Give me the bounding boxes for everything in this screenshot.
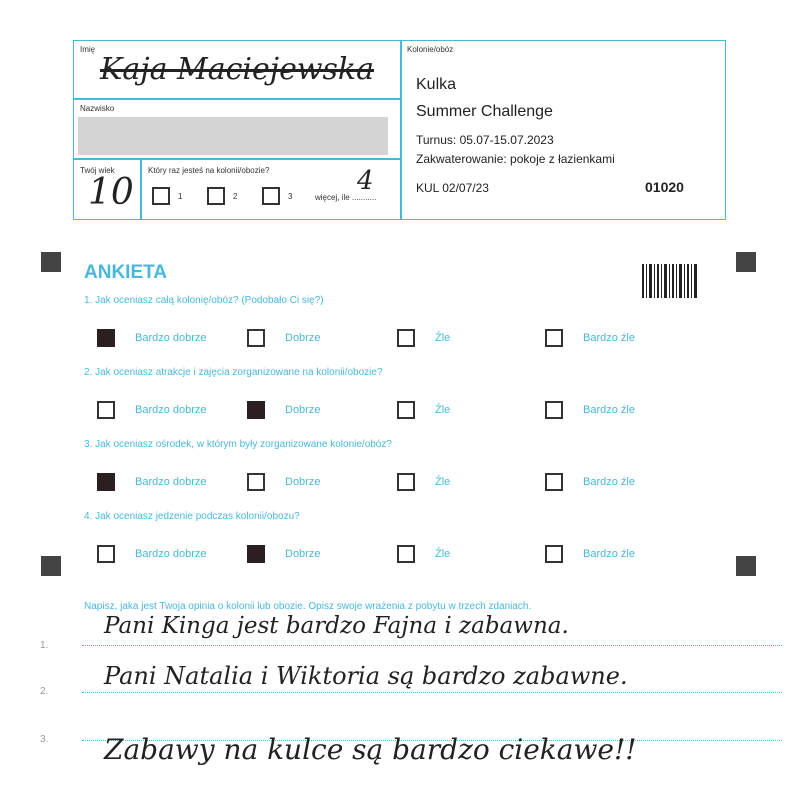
question-3-option-2-label: Dobrze <box>285 476 321 488</box>
form-divider-name <box>73 98 401 100</box>
question-1-option-2-label: Dobrze <box>285 332 321 344</box>
times-more-value[interactable]: 4 <box>357 166 374 196</box>
surname-redaction <box>78 117 388 155</box>
question-3-checkbox-4[interactable] <box>545 473 563 491</box>
alignment-marker-top-left <box>41 252 61 272</box>
question-4-option-4-label: Bardzo źle <box>583 548 635 560</box>
alignment-marker-bottom-right <box>736 556 756 576</box>
times-more-label: więcej, ile ........... <box>315 193 377 202</box>
question-1-checkbox-1[interactable] <box>97 329 115 347</box>
question-2-checkbox-2[interactable] <box>247 401 265 419</box>
question-2-checkbox-3[interactable] <box>397 401 415 419</box>
alignment-marker-top-right <box>736 252 756 272</box>
camp-label: Kolonie/obóz <box>407 45 454 54</box>
times-option-2: 2 <box>233 192 238 201</box>
question-4-option-2-label: Dobrze <box>285 548 321 560</box>
times-checkbox-1[interactable] <box>152 187 170 205</box>
question-2-option-4-label: Bardzo źle <box>583 404 635 416</box>
question-2-option-2-label: Dobrze <box>285 404 321 416</box>
question-3-text: 3. Jak oceniasz ośrodek, w którym były zorganizowane kolonie/obóz? <box>84 439 392 450</box>
times-label: Który raz jesteś na kolonii/obozie? <box>148 166 270 175</box>
question-2-checkbox-4[interactable] <box>545 401 563 419</box>
opinion-line-1[interactable]: Pani Kinga jest bardzo Fajna i zabawna. <box>104 613 569 639</box>
times-checkbox-3[interactable] <box>262 187 280 205</box>
surname-label: Nazwisko <box>80 104 115 113</box>
times-option-3: 3 <box>288 192 293 201</box>
name-label: Imię <box>80 45 96 54</box>
camp-program: Summer Challenge <box>416 103 553 120</box>
form-divider-age <box>140 158 142 220</box>
question-3-option-3-label: Źle <box>435 476 451 488</box>
question-3-option-4-label: Bardzo źle <box>583 476 635 488</box>
line-number-3: 3. <box>40 734 49 745</box>
age-field-value[interactable]: 10 <box>88 172 134 213</box>
question-4-checkbox-4[interactable] <box>545 545 563 563</box>
question-2-text: 2. Jak oceniasz atrakcje i zajęcia zorganizowane na kolonii/obozie? <box>84 367 383 378</box>
opinion-prompt: Napisz, jaka jest Twoja opinia o kolonii lub obozie. Opisz swoje wrażenia z pobytu w trzech zdaniach. <box>84 601 532 612</box>
opinion-line-3[interactable]: Zabawy na kulce są bardzo ciekawe!! <box>104 733 637 766</box>
writing-line-1 <box>82 645 782 646</box>
camp-number: 01020 <box>645 179 684 195</box>
question-3-checkbox-3[interactable] <box>397 473 415 491</box>
camp-accommodation: Zakwaterowanie: pokoje z łazienkami <box>416 152 615 166</box>
question-1-option-4-label: Bardzo źle <box>583 332 635 344</box>
question-3-checkbox-1[interactable] <box>97 473 115 491</box>
alignment-marker-bottom-left <box>41 556 61 576</box>
question-3-option-1-label: Bardzo dobrze <box>135 476 207 488</box>
question-4-option-1-label: Bardzo dobrze <box>135 548 207 560</box>
question-2-option-1-label: Bardzo dobrze <box>135 404 207 416</box>
barcode-icon <box>642 264 698 298</box>
line-number-2: 2. <box>40 686 49 697</box>
question-4-checkbox-1[interactable] <box>97 545 115 563</box>
camp-name: Kulka <box>416 76 457 93</box>
question-4-text: 4. Jak oceniasz jedzenie podczas kolonii/obozu? <box>84 511 300 522</box>
question-3-checkbox-2[interactable] <box>247 473 265 491</box>
name-field-value[interactable]: Kaja Maciejewska <box>100 52 374 87</box>
form-divider-surname <box>73 158 401 160</box>
question-1-checkbox-2[interactable] <box>247 329 265 347</box>
question-2-checkbox-1[interactable] <box>97 401 115 419</box>
question-4-checkbox-3[interactable] <box>397 545 415 563</box>
question-4-checkbox-2[interactable] <box>247 545 265 563</box>
question-1-text: 1. Jak oceniasz całą kolonię/obóz? (Podobało Ci się?) <box>84 295 324 306</box>
survey-title: ANKIETA <box>84 262 168 283</box>
question-4-option-3-label: Źle <box>435 548 451 560</box>
question-1-option-3-label: Źle <box>435 332 451 344</box>
question-1-checkbox-3[interactable] <box>397 329 415 347</box>
camp-turnus: Turnus: 05.07-15.07.2023 <box>416 133 554 147</box>
opinion-line-2[interactable]: Pani Natalia i Wiktoria są bardzo zabawne. <box>104 662 628 690</box>
times-option-1: 1 <box>178 192 183 201</box>
form-divider-vertical <box>400 40 402 220</box>
line-number-1: 1. <box>40 640 49 651</box>
camp-code: KUL 02/07/23 <box>416 181 489 195</box>
times-checkbox-2[interactable] <box>207 187 225 205</box>
question-1-checkbox-4[interactable] <box>545 329 563 347</box>
question-1-option-1-label: Bardzo dobrze <box>135 332 207 344</box>
age-label: Twój wiek <box>80 166 115 175</box>
writing-line-2 <box>82 692 782 693</box>
question-2-option-3-label: Źle <box>435 404 451 416</box>
